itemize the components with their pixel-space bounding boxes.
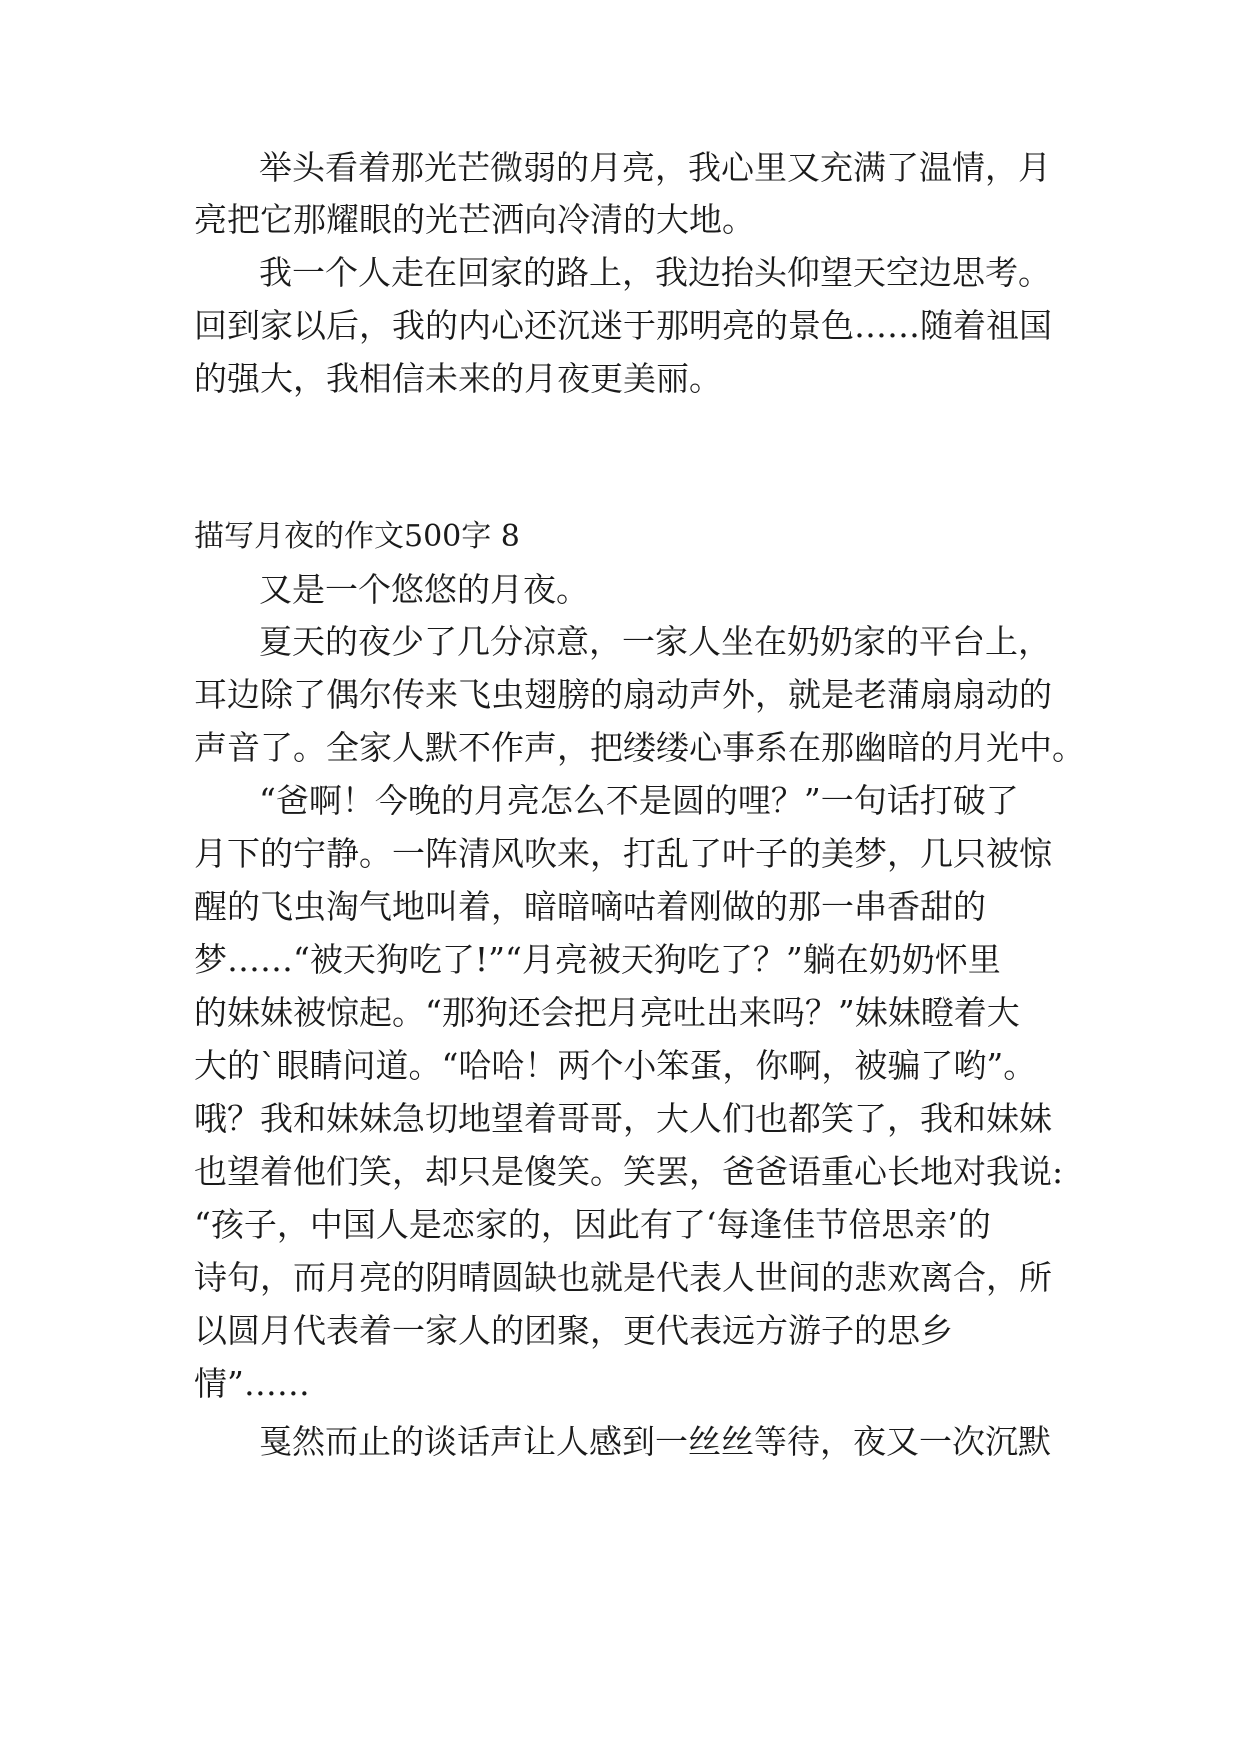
text-line: 大的`眼睛问道。“哈哈！两个小笨蛋，你啊，被骗了哟”。	[194, 1046, 1037, 1085]
text-line: 情”……	[194, 1364, 310, 1403]
text-line: 诗句，而月亮的阴晴圆缺也就是代表人世间的悲欢离合，所	[194, 1258, 1052, 1297]
text-line: 哦？我和妹妹急切地望着哥哥，大人们也都笑了，我和妹妹	[194, 1099, 1052, 1138]
text-line: 的强大，我相信未来的月夜更美丽。	[194, 359, 722, 398]
text-line: 举头看着那光芒微弱的月亮，我心里又充满了温情，月	[259, 148, 1051, 187]
text-line: “孩子，中国人是恋家的，因此有了‘每逢佳节倍思亲’的	[194, 1205, 991, 1244]
text-line: 亮把它那耀眼的光芒洒向冷清的大地。	[194, 200, 755, 239]
text-line: 梦……“被天狗吃了!”“月亮被天狗吃了？”躺在奶奶怀里	[194, 940, 1001, 979]
text-line: 也望着他们笑，却只是傻笑。笑罢，爸爸语重心长地对我说:	[194, 1152, 1064, 1191]
text-line: 戛然而止的谈话声让人感到一丝丝等待，夜又一次沉默	[259, 1422, 1051, 1461]
text-line: 又是一个悠悠的月夜。	[259, 570, 589, 609]
text-line: 我一个人走在回家的路上，我边抬头仰望天空边思考。	[259, 253, 1051, 292]
section-heading: 描写月夜的作文500字 8	[194, 519, 520, 554]
text-line: 耳边除了偶尔传来飞虫翅膀的扇动声外，就是老蒲扇扇动的	[194, 675, 1052, 714]
text-line: “爸啊！今晚的月亮怎么不是圆的哩？”一句话打破了	[259, 781, 1019, 820]
text-line: 声音了。全家人默不作声，把缕缕心事系在那幽暗的月光中。	[194, 728, 1085, 767]
text-line: 以圆月代表着一家人的团聚，更代表远方游子的思乡	[194, 1311, 953, 1350]
text-line: 醒的飞虫淘气地叫着，暗暗嘀咕着刚做的那一串香甜的	[194, 887, 986, 926]
text-line: 月下的宁静。一阵清风吹来，打乱了叶子的美梦，几只被惊	[194, 834, 1052, 873]
text-line: 夏天的夜少了几分凉意，一家人坐在奶奶家的平台上，	[259, 622, 1051, 661]
text-line: 回到家以后，我的内心还沉迷于那明亮的景色……随着祖国	[194, 306, 1052, 345]
text-line: 的妹妹被惊起。“那狗还会把月亮吐出来吗？”妹妹瞪着大	[194, 993, 1020, 1032]
